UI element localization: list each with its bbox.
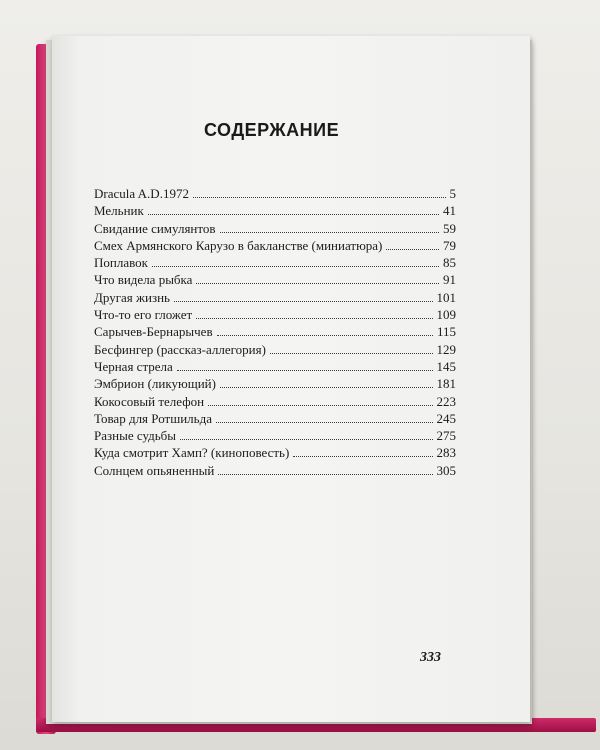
dot-leader: [218, 464, 432, 475]
dot-leader: [270, 343, 433, 354]
dot-leader: [152, 256, 439, 267]
toc-entry-title: Что видела рыбка: [94, 272, 193, 288]
toc-entry: [94, 186, 456, 203]
toc-entry-title: Солнцем опьяненный: [94, 462, 215, 478]
dot-leader: [177, 360, 433, 371]
toc-entry: [94, 221, 456, 238]
toc-entry-title: Смех Армянского Карузо в бакланстве (миниатюра): [94, 237, 383, 253]
toc-entry-page: 245: [436, 410, 456, 426]
dot-leader: [220, 222, 439, 233]
toc-entry-title: Другая жизнь: [94, 289, 170, 305]
toc-entry-title: Dracula A.D.1972: [94, 186, 189, 201]
dot-leader: [217, 325, 433, 336]
dot-leader: [193, 187, 446, 198]
toc-entry: [94, 445, 456, 462]
toc-entry-page: 129: [436, 341, 456, 357]
toc-entry-title: Мельник: [94, 203, 144, 219]
dot-leader: [148, 204, 439, 215]
toc-entry: [94, 359, 456, 376]
toc-entry: [94, 428, 456, 445]
toc-entry-page: 305: [436, 462, 456, 478]
page-title: СОДЕРЖАНИЕ: [204, 120, 340, 140]
toc-entry-page: 5: [449, 186, 456, 201]
toc-entry-page: 91: [443, 272, 456, 288]
dot-leader: [196, 273, 439, 284]
dot-leader: [174, 291, 433, 302]
toc-entry-title: Черная стрела: [94, 358, 173, 374]
toc-entry: [94, 272, 456, 289]
toc-entry: [94, 463, 456, 480]
toc-entry-page: 59: [443, 220, 456, 236]
toc-entry: [94, 203, 456, 220]
toc-entry: [94, 290, 456, 307]
toc-entry-title: Куда смотрит Хамп? (киноповесть): [94, 445, 290, 461]
toc-entry-page: 109: [436, 307, 456, 323]
page-number: 333: [420, 650, 441, 665]
toc-entry-page: 85: [443, 255, 456, 271]
dot-leader: [180, 429, 432, 440]
toc-entry-page: 115: [436, 324, 456, 340]
dot-leader: [216, 412, 433, 423]
toc-entry: [94, 394, 456, 411]
toc-entry: [94, 238, 456, 255]
toc-entry-title: Кокосовый телефон: [94, 393, 205, 409]
toc-entry-page: 145: [436, 358, 456, 374]
dot-leader: [208, 395, 432, 406]
toc-entry-title: Товар для Ротшильда: [94, 410, 212, 426]
dot-leader: [220, 377, 433, 388]
toc-entry-title: Свидание симулянтов: [94, 220, 216, 236]
toc-entry: [94, 324, 456, 341]
toc-entry-page: 79: [443, 237, 456, 253]
toc-entry-page: 223: [436, 393, 456, 409]
toc-entry: [94, 411, 456, 428]
dot-leader: [386, 239, 439, 250]
toc-entry-page: 275: [436, 428, 456, 444]
toc-entry-page: 101: [436, 289, 456, 305]
toc-entry-title: Эмбрион (ликующий): [94, 376, 216, 392]
toc-entry-page: 181: [436, 376, 456, 392]
toc-entry-title: Поплавок: [94, 255, 148, 271]
toc-entry: [94, 255, 456, 272]
dot-leader: [196, 308, 432, 319]
table-of-contents: [94, 186, 456, 480]
toc-entry: [94, 342, 456, 359]
toc-entry-title: Разные судьбы: [94, 428, 177, 444]
toc-entry: [94, 376, 456, 393]
toc-entry: [94, 307, 456, 324]
dot-leader: [293, 446, 432, 457]
toc-entry-title: Бесфингер (рассказ-аллегория): [94, 341, 266, 357]
toc-entry-page: 41: [443, 203, 456, 219]
toc-entry-title: Сарычев-Бернарычев: [94, 324, 213, 340]
toc-entry-title: Что-то его гложет: [94, 307, 193, 323]
toc-entry-page: 283: [436, 445, 456, 461]
